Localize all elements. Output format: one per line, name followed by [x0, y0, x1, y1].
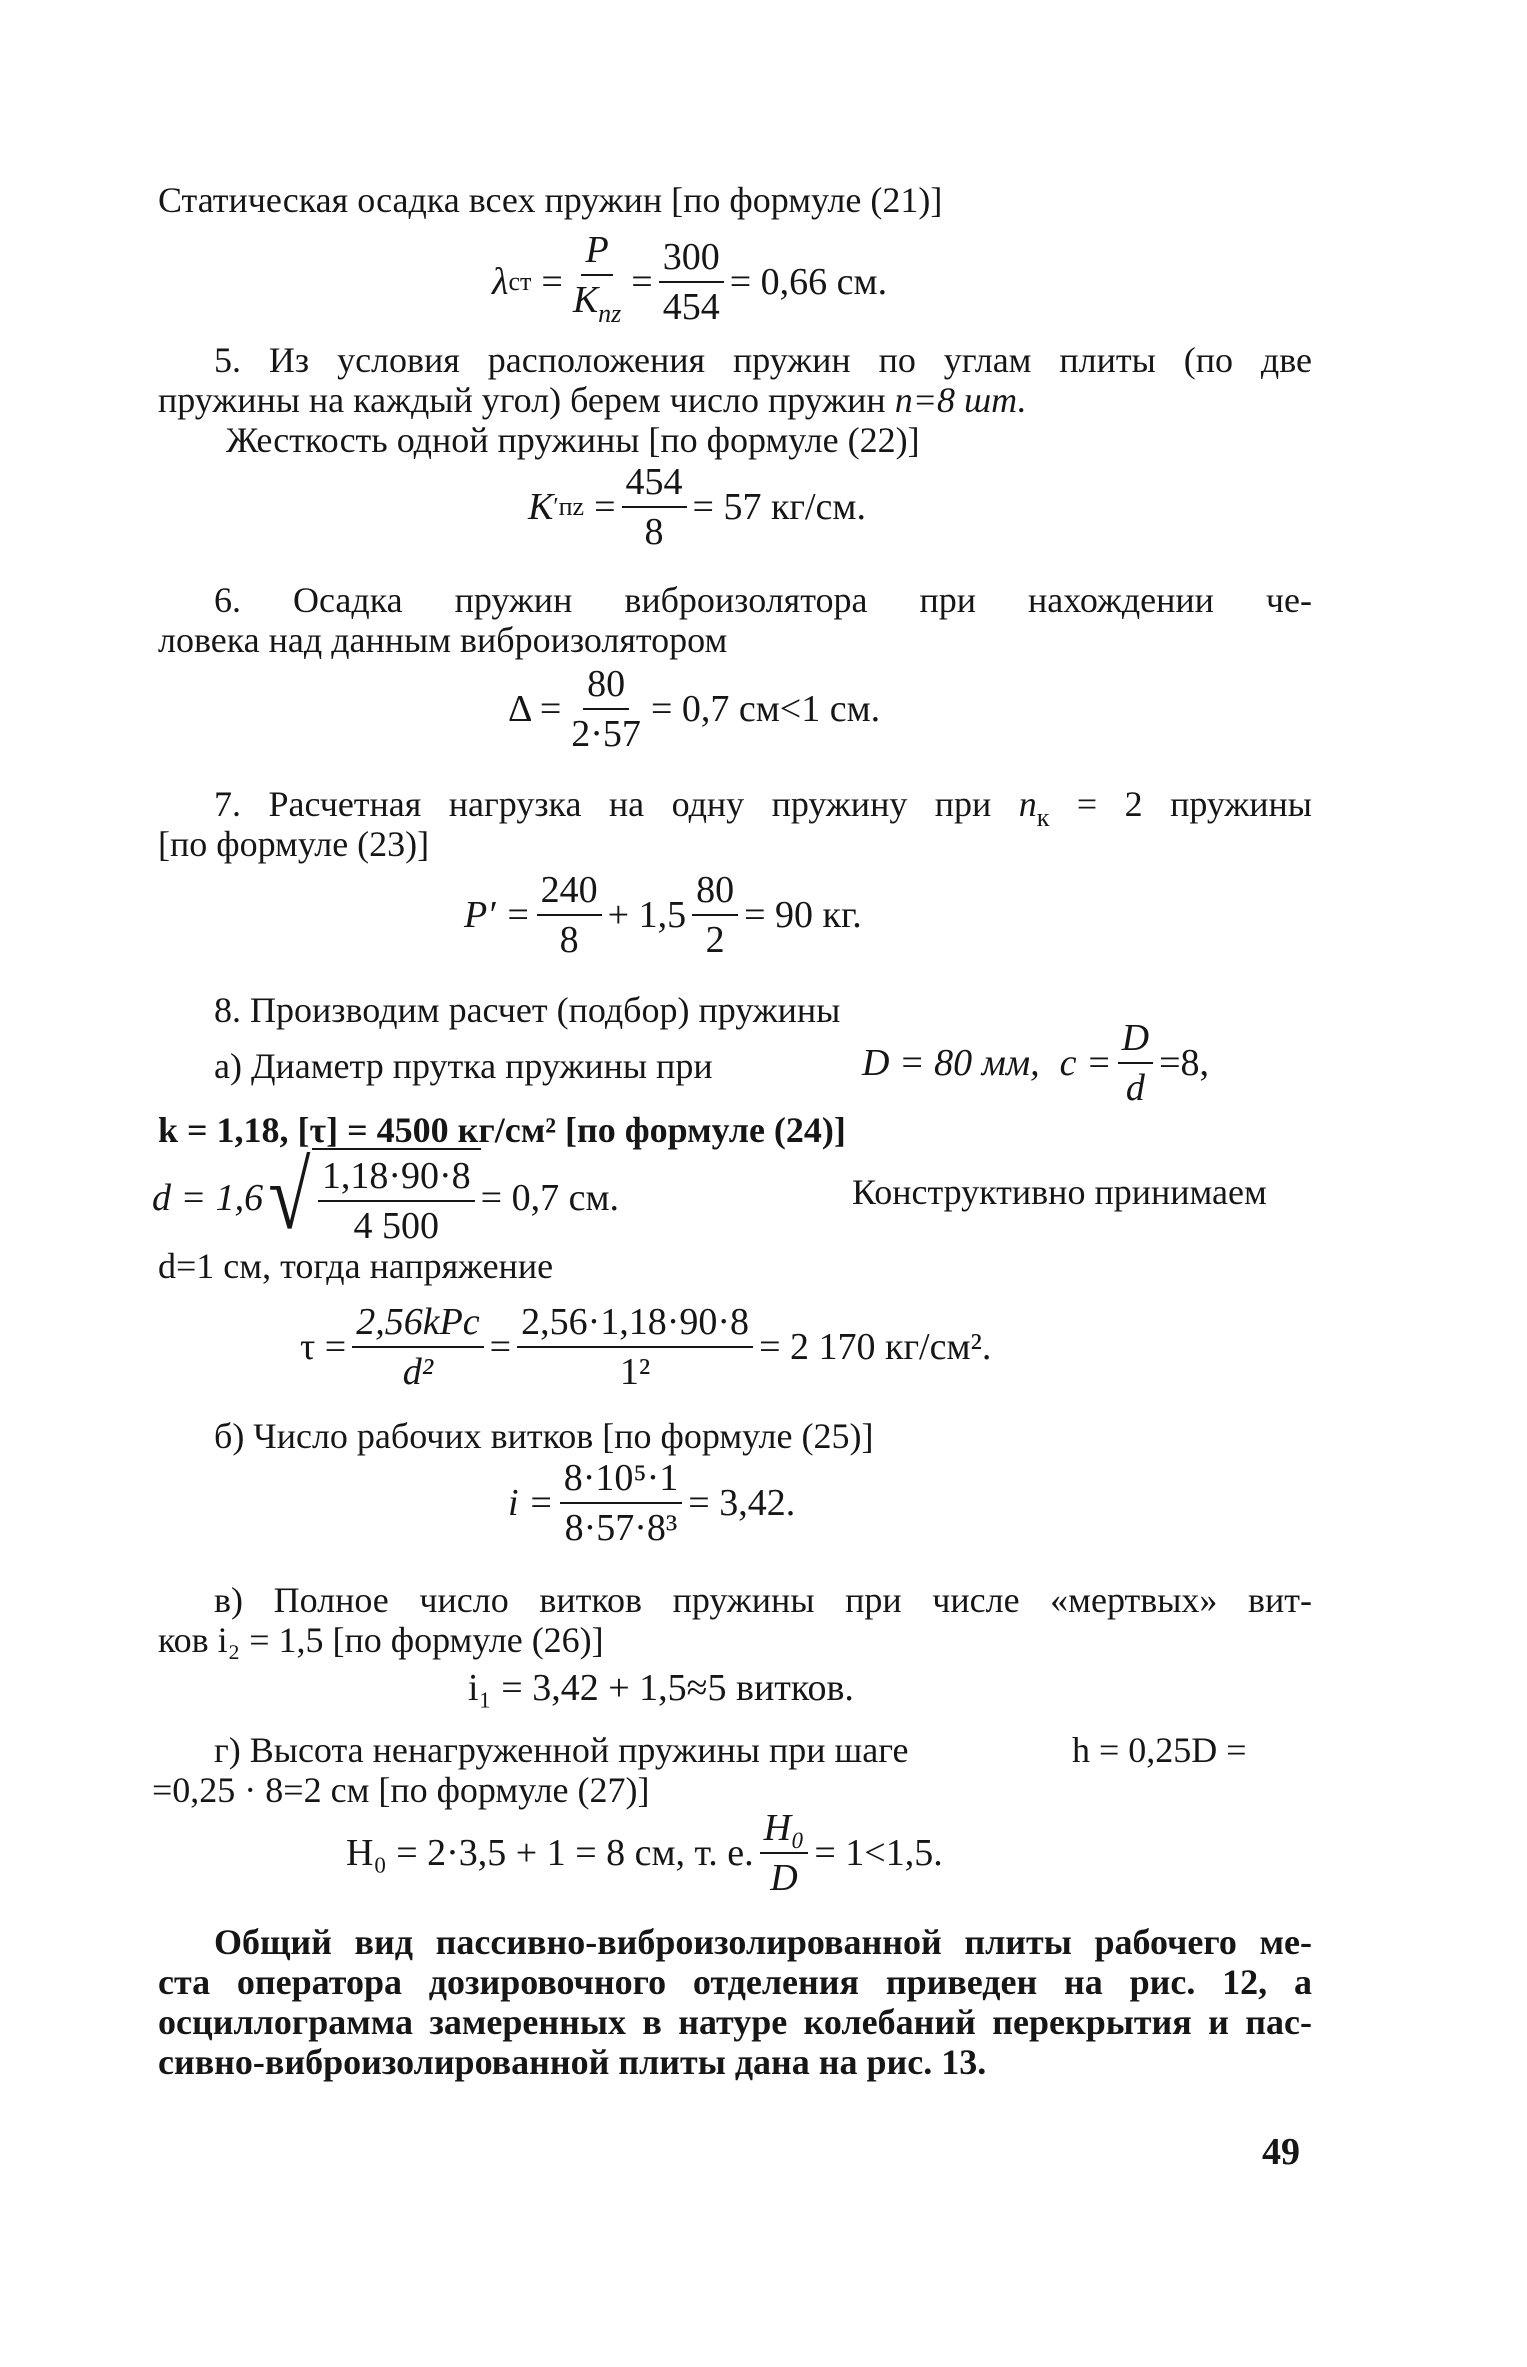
paragraph-8b: k = 1,18, [τ] = 4500 кг/см² [по формуле (24)]	[158, 1110, 846, 1150]
paragraph-7-line1: 7. Расчетная нагрузка на одну пружину при $n_к = 2$ пружины	[214, 784, 1312, 832]
paragraph-6-line1: 6. Осадка пружин виброизолятора при нахождении че-	[214, 580, 1312, 620]
paragraph-static-settlement: Статическая осадка всех пружин [по формуле (21)]	[158, 180, 943, 220]
equation-free-height: H₀ = 2·3,5 + 1 = 8 см, т. е. $\frac{\text{H₀}}{D}$ = 1<1,5.	[346, 1807, 943, 1899]
equation-total-coils: i₁ = 3,42 + 1,5≈5 витков.	[468, 1667, 854, 1709]
paragraph-6-line2: ловека над данным виброизолятором	[158, 620, 728, 660]
paragraph-7-line2: [по формуле (23)]	[158, 824, 430, 864]
equation-spring-stiffness: K ′ пz = $\frac{454}{8}$ = 57 кг/см.	[528, 461, 866, 553]
paragraph-12-line4: сивно-виброизолированной плиты дана на рис. 13.	[158, 2042, 987, 2082]
paragraph-8a: а) Диаметр прутка пружины при	[214, 1046, 713, 1086]
paragraph-10-line2: ков i₂ = 1,5 [по формуле (26)]	[158, 1620, 604, 1660]
paragraph-9: б) Число рабочих витков [по формуле (25)]	[214, 1416, 874, 1456]
paragraph-5-line3: Жесткость одной пружины [по формуле (22)]	[226, 420, 920, 460]
equation-design-load: P′ = $\frac{240}{8}$ + 1,5 $\frac{80}{2}$ = 90 кг.	[464, 869, 862, 961]
paragraph-8c-right: Конструктивно принимаем	[852, 1172, 1267, 1212]
paragraph-12-line2: ста оператора дозировочного отделения приведен на рис. 12, а	[158, 1962, 1312, 2002]
equation-wire-diameter: d = 1,6 √ $\frac{1,18\cdot 90\cdot 8}{4 500}$ = 0,7 см.	[152, 1142, 619, 1249]
paragraph-12-line1: Общий вид пассивно-виброизолированной плиты рабочего ме-	[214, 1922, 1312, 1962]
equation-settlement-person: Δ = $\frac{80}{2\cdot 57}$ = 0,7 см<1 см.	[508, 663, 881, 755]
paragraph-11-h: h = 0,25D =	[1072, 1730, 1247, 1770]
equation-stress: τ = $\frac{\text{2,56kPc}}{\text{d²}}$ = $\frac{2,56\cdot 1,18\cdot 90\cdot 8}{\text{1²}}$ = 2 170 кг/см².	[300, 1301, 992, 1393]
paragraph-10-line1: в) Полное число витков пружины при числе «мертвых» вит-	[214, 1580, 1312, 1620]
paragraph-8: 8. Производим расчет (подбор) пружины	[214, 990, 841, 1030]
equation-diameter: D = 80 мм, c = $\frac{D}{d}$ =8,	[862, 1017, 1209, 1109]
paragraph-11-line1: г) Высота ненагруженной пружины при шаге	[214, 1730, 909, 1770]
page-number: 49	[1262, 2131, 1300, 2173]
paragraph-5-line1: 5. Из условия расположения пружин по углам плиты (по две	[214, 340, 1312, 380]
paragraph-8d: d=1 см, тогда напряжение	[158, 1246, 554, 1286]
equation-working-coils: i = $\frac{\text{8·10⁵·1}}{\text{8·57·8³}}$ = 3,42.	[508, 1457, 796, 1549]
paragraph-5-line2: пружины на каждый угол) берем число пружин n=8 шт.	[158, 380, 1027, 420]
paragraph-12-line3: осциллограмма замеренных в натуре колебаний перекрытия и пас-	[158, 2002, 1312, 2042]
paragraph-11-line2: =0,25 · 8=2 см [по формуле (27)]	[152, 1770, 650, 1810]
equation-static-settlement: λ ст = $\frac{P}{K_{пz}}$ = $\frac{300}{454}$ = 0,66 см.	[492, 229, 888, 328]
radical-sign: √ $\frac{1,18\cdot 90\cdot 8}{4 500}$	[263, 1148, 481, 1248]
